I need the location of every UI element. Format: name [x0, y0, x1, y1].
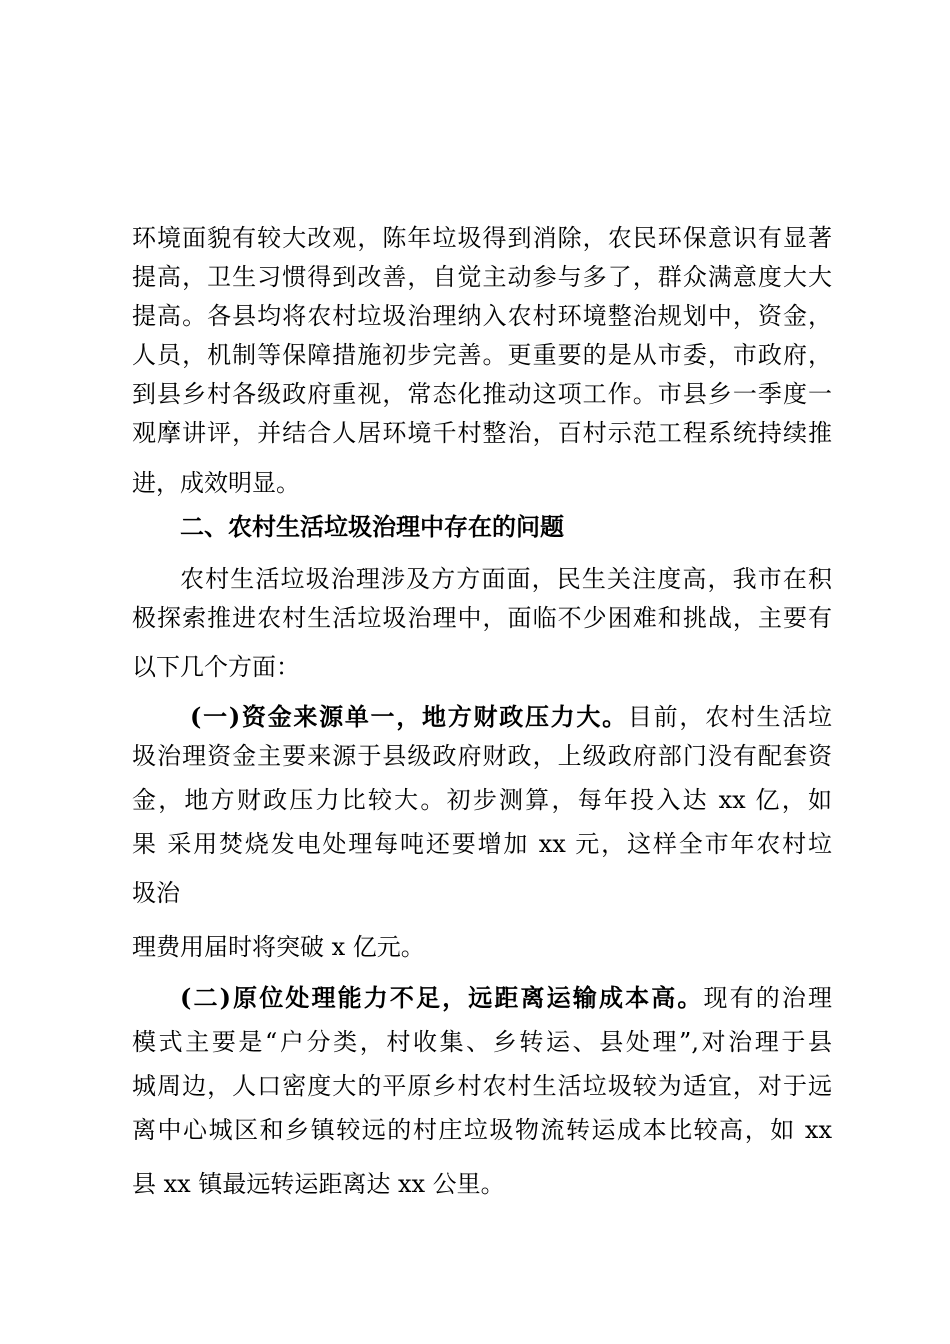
paragraph-1-line-4: 人员，机制等保障措施初步完善。更重要的是从市委，市政府， [132, 341, 832, 369]
item-1-line-1-rest: 目前，农村生活垃 [627, 703, 832, 731]
item-2-line-2: 模式主要是“户分类，村收集、乡转运、县处理”,对治理于县 [132, 1028, 832, 1056]
item-2-line-5: 县 xx 镇最远转运距离达 xx 公里。 [132, 1170, 505, 1198]
paragraph-2-line-2: 极探索推进农村生活垃圾治理中，面临不少困难和挑战，主要有 [132, 604, 832, 632]
item-1-bold-lead: (一)资金来源单一，地方财政压力大。 [190, 702, 628, 731]
paragraph-1-line-5: 到县乡村各级政府重视，常态化推动这项工作。市县乡一季度一 [132, 380, 832, 408]
item-1-line-2: 圾治理资金主要来源于县级政府财政，上级政府部门没有配套资 [132, 742, 832, 770]
item-2-line-3: 城周边，人口密度大的平原乡村农村生活垃圾较为适宜，对于远 [132, 1072, 832, 1100]
item-1-line-1 [190, 702, 832, 732]
paragraph-1-line-1: 环境面貌有较大改观，陈年垃圾得到消除，农民环保意识有显著 [132, 224, 832, 252]
item-2-line-1-rest: 现有的治理 [703, 984, 832, 1012]
item-1-line-6: 理费用届时将突破 x 亿元。 [132, 933, 425, 961]
paragraph-2-line-3: 以下几个方面： [132, 653, 300, 681]
paragraph-1-line-3: 提高。各县均将农村垃圾治理纳入农村环境整治规划中，资金， [132, 302, 832, 330]
paragraph-1-line-6: 观摩讲评，并结合人居环境千村整治，百村示范工程系统持续推 [132, 419, 832, 447]
item-1-line-5: 圾治 [132, 879, 180, 907]
paragraph-1-line-2: 提高，卫生习惯得到改善，自觉主动参与多了，群众满意度大大 [132, 263, 832, 291]
item-2-line-4: 离中心城区和乡镇较远的村庄垃圾物流转运成本比较高，如 xx [132, 1116, 832, 1144]
paragraph-2-line-1: 农村生活垃圾治理涉及方方面面，民生关注度高，我市在积 [180, 565, 832, 593]
item-2-line-1 [180, 983, 832, 1013]
item-1-line-4: 果 采用焚烧发电处理每吨还要增加 xx 元，这样全市年农村垃 [132, 830, 832, 858]
paragraph-1-line-7: 进，成效明显。 [132, 469, 300, 497]
item-1-line-3: 金，地方财政压力比较大。初步测算，每年投入达 xx 亿，如 [132, 786, 832, 814]
section-heading: 二、农村生活垃圾治理中存在的问题 [180, 513, 564, 541]
item-2-bold-lead: (二)原位处理能力不足，远距离运输成本高。 [180, 983, 704, 1012]
